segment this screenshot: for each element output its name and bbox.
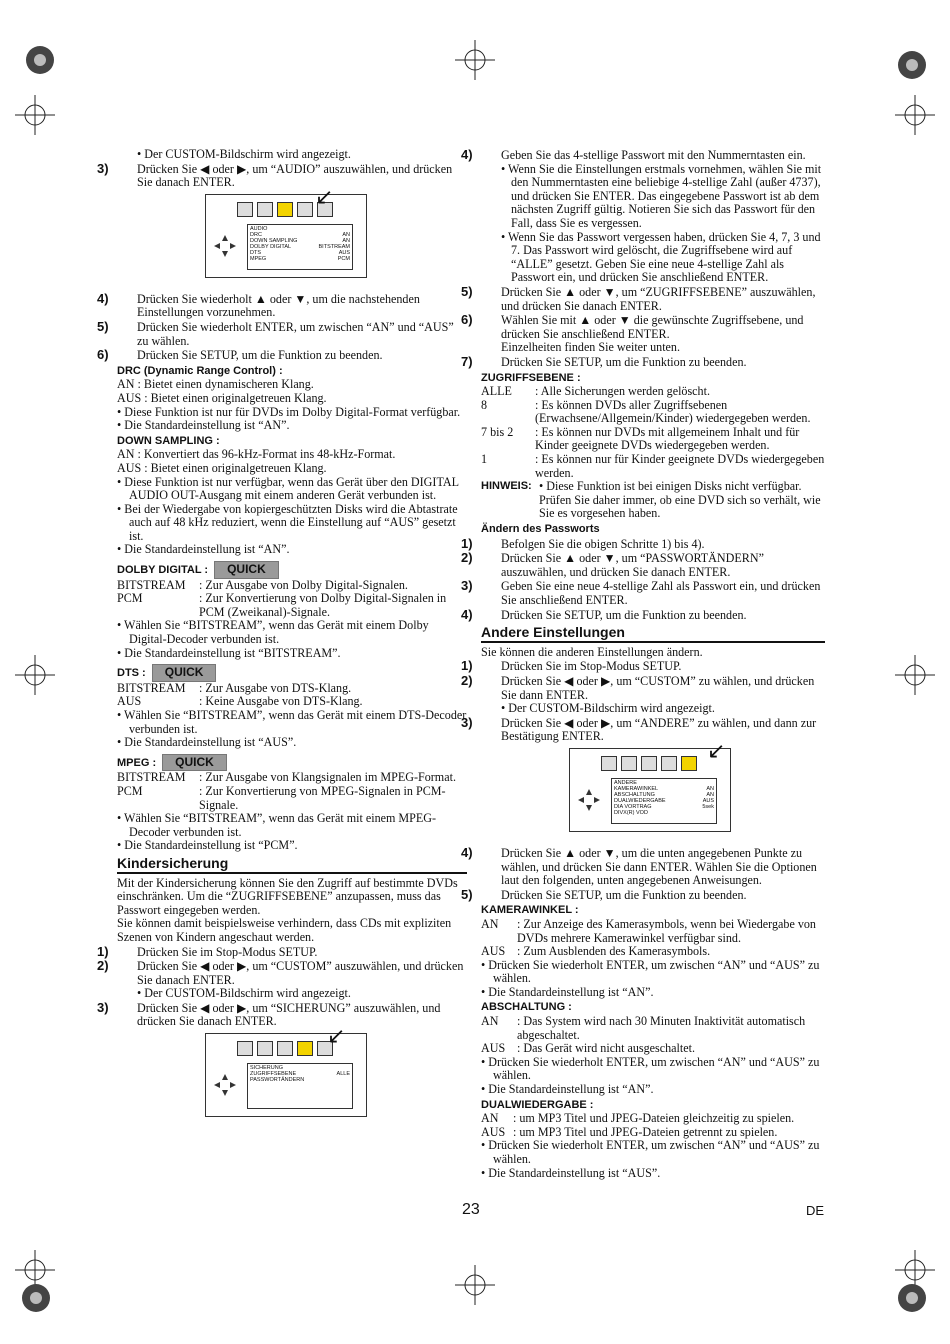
step-5: 5) Drücken Sie wiederholt ENTER, um zwischen “AN” und “AUS” zu wählen. bbox=[97, 318, 454, 348]
osd-sicherung-figure bbox=[117, 1023, 467, 1125]
down-sampling-heading: DOWN SAMPLING : bbox=[117, 434, 220, 447]
kinder-step-2-note: • Der CUSTOM-Bildschirm wird angezeigt. bbox=[137, 986, 351, 1001]
osd-row: MPEG PCM bbox=[250, 255, 350, 262]
step-5-zugriff: 5) Drücken Sie ▲ oder ▼, um “ZUGRIFFSEBENE” auszuwählen, und drücken Sie danach ENTER. bbox=[461, 283, 816, 313]
ds-aus: AUS : Bietet einen originalgetreuen Klang. bbox=[117, 460, 327, 475]
dts-aus: AUS : Keine Ausgabe von DTS-Klang. bbox=[117, 694, 363, 709]
dw-note-2: • Die Standardeinstellung ist “AUS”. bbox=[481, 1165, 661, 1180]
passwort-aendern-heading: Ändern des Passworts bbox=[481, 523, 600, 536]
drc-note-2: • Die Standardeinstellung ist “AN”. bbox=[117, 418, 290, 433]
osd-row: DOLBY DIGITAL BITSTREAM bbox=[250, 243, 350, 250]
andere-step-3: 3) Drücken Sie ◀ oder ▶, um “ANDERE” zu wählen, und dann zur Bestätigung ENTER. bbox=[461, 714, 817, 744]
osd-row: DRC AN bbox=[250, 231, 350, 238]
screen-icon bbox=[237, 1041, 253, 1056]
registration-mark-icon bbox=[895, 95, 935, 135]
audio-icon bbox=[277, 1041, 293, 1056]
crop-corner-mark-icon bbox=[20, 40, 60, 80]
dpad-icon bbox=[213, 1073, 237, 1097]
andere-step-4: 4) Drücken Sie ▲ oder ▼, um die unten angegebenen Punkte zu wählen, und drücken Sie dann ENTER. Wählen Sie die Optionen laut den folgenden, unten angegebenen Anweisungen. bbox=[461, 844, 817, 888]
ab-note-1: • Drücken Sie wiederholt ENTER, um zwischen “AN” und “AUS” zu wählen. bbox=[481, 1054, 820, 1083]
andere-step-2: 2) Drücken Sie ◀ oder ▶, um “CUSTOM” zu wählen, und drücken Sie dann ENTER. bbox=[461, 672, 815, 702]
mpeg-pcm: PCM : Zur Konvertierung von MPEG-Signalen in PCM-Signale. bbox=[117, 783, 446, 812]
registration-mark-icon bbox=[15, 95, 55, 135]
kw-note-1: • Drücken Sie wiederholt ENTER, um zwischen “AN” und “AUS” zu wählen. bbox=[481, 957, 820, 986]
osd-panel-title: AUDIO bbox=[250, 225, 268, 232]
registration-mark-icon bbox=[455, 1265, 495, 1305]
lock-icon bbox=[661, 756, 677, 771]
pw-step-2: 2) Drücken Sie ▲ oder ▼, um “PASSWORTÄNDERN” auszuwählen, und drücken Sie danach ENTER. bbox=[461, 550, 764, 579]
andere-step-1: 1) Drücken Sie im Stop-Modus SETUP. bbox=[461, 658, 682, 674]
drc-an: AN : Bietet einen dynamischeren Klang. bbox=[117, 377, 314, 392]
lock-icon bbox=[297, 1041, 313, 1056]
dts-note-1: • Wählen Sie “BITSTREAM”, wenn das Gerät mit einem DTS-Decoder verbunden ist. bbox=[117, 708, 467, 736]
drc-heading: DRC (Dynamic Range Control) : bbox=[117, 364, 283, 377]
andere-intro: Sie können die anderen Einstellungen ändern. bbox=[481, 644, 703, 659]
ab-aus: AUS : Das Gerät wird nicht ausgeschaltet. bbox=[481, 1041, 695, 1056]
ds-note-3: • Die Standardeinstellung ist “AN”. bbox=[117, 542, 290, 557]
screen-icon bbox=[237, 202, 253, 217]
pointer-arrow-icon: ↙ bbox=[327, 1023, 346, 1049]
ds-note-1: • Diese Funktion ist nur verfügbar, wenn das Gerät über den DIGITAL AUDIO OUT-Ausgang mit einem anderen Gerät verbunden ist. bbox=[117, 474, 459, 503]
ds-note-2: • Bei der Wiedergabe von kopiergeschützten Disks wird die Abtastrate auch auf 48 kHz reduziert, wenn die Einstellung auf “AUS” gesetzt ist. bbox=[117, 501, 458, 543]
display-icon bbox=[621, 756, 637, 771]
dd-bitstream: BITSTREAM : Zur Ausgabe von Dolby Digital-Signalen. bbox=[117, 577, 408, 592]
dpad-icon bbox=[213, 234, 237, 258]
osd-row: DTS AUS bbox=[250, 249, 350, 256]
hinweis: HINWEIS: • Diese Funktion ist bei einigen Disks nicht verfügbar. Prüfen Sie daher immer, ob eine DVD sich so verhält, wie Sie es vorgesehen haben. bbox=[481, 479, 821, 521]
right-column bbox=[461, 147, 825, 1180]
drc-aus: AUS : Bietet einen originalgetreuen Klang. bbox=[117, 390, 327, 405]
andere-step-2-note: • Der CUSTOM-Bildschirm wird angezeigt. bbox=[501, 701, 715, 716]
kinder-intro-1: Mit der Kindersicherung können Sie den Zugriff auf bestimmte DVDs einschränken. Um die “ZUGRIFFSEBENE” anzupassen, muss das Passwort eingegeben werden. bbox=[117, 875, 458, 917]
step-7: 7) Drücken Sie SETUP, um die Funktion zu beenden. bbox=[461, 353, 747, 369]
dw-note-1: • Drücken Sie wiederholt ENTER, um zwischen “AN” und “AUS” zu wählen. bbox=[481, 1138, 820, 1166]
kamerawinkel-heading: KAMERAWINKEL : bbox=[481, 904, 579, 917]
abschaltung-heading: ABSCHALTUNG : bbox=[481, 1001, 572, 1014]
drc-note-1: • Diese Funktion ist nur für DVDs im Dolby Digital-Format verfügbar. bbox=[117, 404, 461, 419]
ze-1: 1 : Es können nur für Kinder geeignete DVDs wiedergegeben werden. bbox=[481, 452, 825, 480]
osd-andere-figure bbox=[481, 737, 825, 840]
crop-corner-mark-icon bbox=[16, 1278, 56, 1318]
pw-step-3: 3) Geben Sie eine neue 4-stellige Zahl als Passwort ein, und drücken Sie anschließend ENTER. bbox=[461, 578, 821, 607]
ab-note-2: • Die Standardeinstellung ist “AN”. bbox=[481, 1082, 654, 1097]
osd-icon-row bbox=[601, 756, 697, 771]
dd-note-2: • Die Standardeinstellung ist “BITSTREAM”. bbox=[117, 645, 341, 660]
dualwiedergabe-heading: DUALWIEDERGABE : bbox=[481, 1098, 594, 1111]
mpeg-note-1: • Wählen Sie “BITSTREAM”, wenn das Gerät mit einem MPEG-Decoder verbunden ist. bbox=[117, 811, 437, 839]
ab-an: AN : Das System wird nach 30 Minuten Inaktivität automatisch abgeschaltet. bbox=[481, 1014, 806, 1042]
audio-icon bbox=[641, 756, 657, 771]
step-4-password: 4) Geben Sie das 4-stellige Passwort mit den Nummerntasten ein. bbox=[461, 147, 806, 162]
display-icon bbox=[257, 1041, 273, 1056]
quick-badge: QUICK bbox=[162, 754, 227, 772]
pw-step-4: 4) Drücken Sie SETUP, um die Funktion zu beenden. bbox=[461, 606, 747, 622]
step-3-audio: 3) Drücken Sie ◀ oder ▶, um “AUDIO” auszuwählen, und drücken Sie danach ENTER. bbox=[97, 160, 453, 190]
step-4: 4) Drücken Sie wiederholt ▲ oder ▼, um die nachstehenden Einstellungen vorzunehmen. bbox=[97, 290, 420, 320]
language-tag: DE bbox=[806, 1203, 825, 1218]
registration-mark-icon bbox=[895, 655, 935, 695]
audio-icon bbox=[277, 202, 293, 217]
ze-alle: ALLE : Alle Sicherungen werden gelöscht. bbox=[481, 384, 710, 399]
password-note-2: • Wenn Sie das Passwort vergessen haben, drücken Sie 4, 7, 3 und 7. Das Passwort wird gelöscht, die Zugriffsebene wird auf “ALLE” gesetzt. Geben Sie eine neue 4-stellige Zahl als Passwort ein, und drücken Sie anschließend ENTER. bbox=[501, 229, 821, 285]
kw-an: AN : Zur Anzeige des Kamerasymbols, wenn bei Wiedergabe von DVDs mehrere Kamerawinkel verfügbar sind. bbox=[481, 916, 816, 945]
custom-screen-note: • Der CUSTOM-Bildschirm wird angezeigt. bbox=[137, 147, 351, 161]
other-icon bbox=[681, 756, 697, 771]
osd-andere-panel: ANDERE KAMERAWINKEL AN ABSCHALTUNG AN DUALWIEDERGABE AUS DIA VORTRAG 5sek DIVX(R) VOD bbox=[611, 778, 717, 824]
dd-note-1: • Wählen Sie “BITSTREAM”, wenn das Gerät mit einem Dolby Digital-Decoder verbunden ist. bbox=[117, 618, 429, 647]
crop-corner-mark-icon bbox=[892, 1278, 932, 1318]
mpeg-heading: MPEG : QUICK bbox=[117, 754, 467, 772]
quick-badge: QUICK bbox=[152, 664, 217, 682]
dw-an: AN : um MP3 Titel und JPEG-Dateien gleichzeitig zu spielen. bbox=[481, 1111, 795, 1126]
kinder-step-3: 3) Drücken Sie ◀ oder ▶, um “SICHERUNG” auszuwählen, und drücken Sie danach ENTER. bbox=[97, 999, 441, 1029]
password-note-1: • Wenn Sie die Einstellungen erstmals vornehmen, wählen Sie mit den Nummerntasten eine beliebige 4-stellige Zahl (außer 4737), und drücken Sie ENTER. Das eingegebene Passwort ist ab dem nächsten Zugriff gültig. Notieren Sie sich das Passwort für den Fall, dass Sie es vergessen. bbox=[501, 161, 822, 230]
lock-icon bbox=[297, 202, 313, 217]
dpad-icon bbox=[577, 788, 601, 812]
osd-sicherung-panel: SICHERUNG ZUGRIFFSEBENE ALLE PASSWORTÄNDERN bbox=[247, 1063, 353, 1109]
quick-badge: QUICK bbox=[214, 561, 279, 579]
dolby-digital-heading: DOLBY DIGITAL : QUICK bbox=[117, 561, 467, 579]
step-6-zugriff: 6) Wählen Sie mit ▲ oder ▼ die gewünschte Zugriffsebene, und drücken Sie anschließend ENTER. bbox=[461, 312, 804, 341]
crop-corner-mark-icon bbox=[892, 45, 932, 85]
andere-step-5: 5) Drücken Sie SETUP, um die Funktion zu beenden. bbox=[461, 886, 747, 902]
display-icon bbox=[257, 202, 273, 217]
dts-heading: DTS : QUICK bbox=[117, 664, 467, 682]
dts-note-2: • Die Standardeinstellung ist “AUS”. bbox=[117, 735, 297, 750]
kindersicherung-title: Kindersicherung bbox=[117, 857, 467, 874]
ds-an: AN : Konvertiert das 96-kHz-Format ins 48-kHz-Format. bbox=[117, 447, 396, 462]
kinder-intro-2: Sie können damit beispielsweise verhindern, dass CDs mit expliziten Szenen von Kindern angeschaut werden. bbox=[117, 916, 452, 944]
dw-aus: AUS : um MP3 Titel und JPEG-Dateien getrennt zu spielen. bbox=[481, 1124, 778, 1139]
dts-bitstream: BITSTREAM : Zur Ausgabe von DTS-Klang. bbox=[117, 680, 352, 695]
step-6: 6) Drücken Sie SETUP, um die Funktion zu beenden. bbox=[97, 347, 383, 363]
left-column bbox=[97, 147, 467, 1131]
pw-step-1: 1) Befolgen Sie die obigen Schritte 1) bis 4). bbox=[461, 535, 705, 551]
ze-7-bis-2: 7 bis 2 : Es können nur DVDs mit allgemeinem Inhalt und für Kinder geeignete DVDs wiedergegeben werden. bbox=[481, 424, 800, 453]
kw-aus: AUS : Zum Ausblenden des Kamerasymbols. bbox=[481, 944, 711, 959]
dd-pcm: PCM : Zur Konvertierung von Dolby Digital-Signalen in PCM (Zweikanal)-Signale. bbox=[117, 591, 447, 619]
kinder-step-2: 2) Drücken Sie ◀ oder ▶, um “CUSTOM” auszuwählen, und drücken Sie danach ENTER. bbox=[97, 958, 464, 987]
zugriffsebene-heading: ZUGRIFFSEBENE : bbox=[481, 371, 581, 384]
step-6-note: Einzelheiten finden Sie weiter unten. bbox=[501, 340, 680, 355]
osd-icon-row bbox=[237, 1041, 333, 1056]
osd-audio-panel bbox=[247, 224, 353, 270]
screen-icon bbox=[601, 756, 617, 771]
ze-8: 8 : Es können DVDs aller Zugriffsebenen (Erwachsene/Allgemein/Kinder) wiedergegeben werden. bbox=[481, 397, 811, 426]
mpeg-note-2: • Die Standardeinstellung ist “PCM”. bbox=[117, 838, 298, 853]
osd-row: DOWN SAMPLING AN bbox=[250, 237, 350, 244]
andere-einstellungen-title: Andere Einstellungen bbox=[481, 626, 825, 643]
kinder-step-1: 1) Drücken Sie im Stop-Modus SETUP. bbox=[97, 943, 318, 959]
kw-note-2: • Die Standardeinstellung ist “AN”. bbox=[481, 984, 654, 999]
pointer-arrow-icon: ↙ bbox=[315, 183, 334, 209]
osd-audio-figure bbox=[117, 183, 467, 286]
mpeg-bitstream: BITSTREAM : Zur Ausgabe von Klangsignalen im MPEG-Format. bbox=[117, 770, 456, 785]
page-number: 23 bbox=[462, 1201, 480, 1218]
registration-mark-icon bbox=[15, 655, 55, 695]
pointer-arrow-icon: ↙ bbox=[707, 737, 726, 763]
registration-mark-icon bbox=[455, 40, 495, 80]
